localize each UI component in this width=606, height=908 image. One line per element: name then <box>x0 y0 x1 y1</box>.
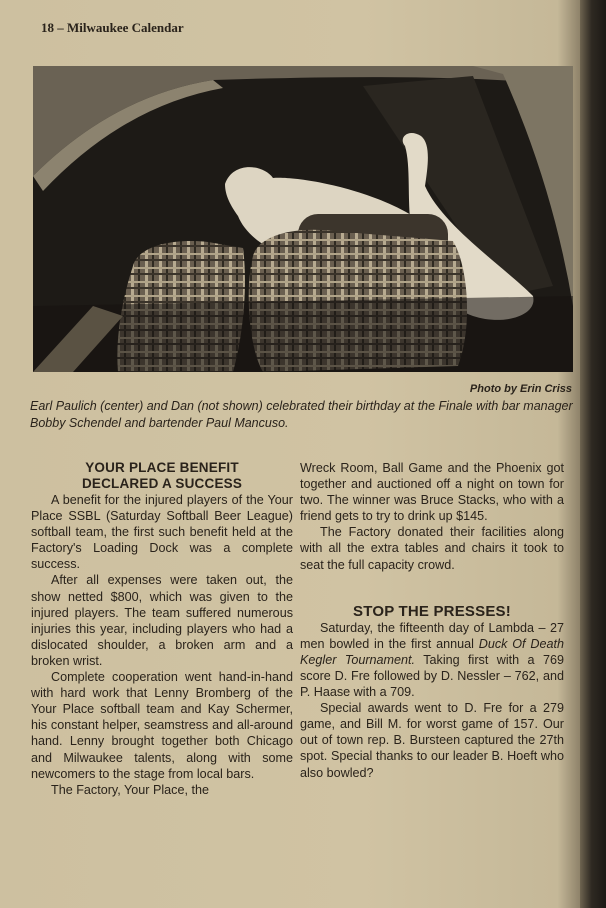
photo-credit: Photo by Erin Criss <box>469 383 572 395</box>
article2-headline: STOP THE PRESSES! <box>353 602 511 620</box>
article1-paragraph-continued: Wreck Room, Ball Game and the Phoenix got together and auctioned off a night on town for two. The winner was Bruce Stacks, who with a friend gets to try to drink up $145. <box>300 461 564 524</box>
article1-paragraph-part: The Factory, Your Place, the <box>51 782 209 797</box>
tournament-title: Duck Of Death Kegler Tournament. <box>300 636 564 667</box>
running-head: 18 – Milwaukee Calendar <box>41 20 184 35</box>
article2-paragraph: Special awards went to D. Fre for a 279 game, and Bill M. for worst game of 157. Our out of town rep. B. Bursteen captured the 27th spot. Special thanks to our leader B. Hoeft who also bowled? <box>300 701 564 780</box>
photo-caption: Earl Paulich (center) and Dan (not shown) celebrated their birthday at the Finale with bar manager Bobby Schendel and bartender Paul Mancuso. <box>30 399 573 430</box>
column-left <box>31 460 293 798</box>
article2-text: Taking first with a 769 score D. Fre followed by D. Nessler – 762, and P. Haase with a 709. <box>300 652 564 700</box>
article1-paragraph: The Factory donated their facilities along with all the extra tables and chairs it took to seat the full capacity crowd. <box>300 525 564 572</box>
column-right <box>300 460 564 781</box>
binding-gutter <box>580 0 606 908</box>
article1-paragraph-split <box>31 782 293 798</box>
article2-text: Saturday, the fifteenth day of Lambda – 27 men bowled in the first annual <box>300 620 564 651</box>
article1-paragraph: A benefit for the injured players of the Your Place SSBL (Saturday Softball Beer League) softball team, the first such benefit held at the Factory's Loading Dock was a complete success. <box>31 493 293 572</box>
article1-headline <box>31 460 293 492</box>
article1-paragraph: Complete cooperation went hand-in-hand with hard work that Lenny Bromberg of the Your Place softball team and Kay Schermer, his constant helper, seamstress and all-around hand. Lenny brought together both Chicago and Milwaukee talents, along with some newcomers to the stage from local bars. <box>31 670 293 781</box>
article1-headline-line1: YOUR PLACE BENEFIT <box>85 460 239 475</box>
article1-paragraph: After all expenses were taken out, the show netted $800, which was given to the injured players. The team suffered numerous injuries this year, including players who had a dislocated shoulder, a broken arm and a broken wrist. <box>31 573 293 668</box>
car-interior-turkeys-image <box>33 66 573 372</box>
photo <box>33 66 573 372</box>
article2-paragraph <box>300 620 564 700</box>
article1-headline-line2: DECLARED A SUCCESS <box>81 476 243 491</box>
